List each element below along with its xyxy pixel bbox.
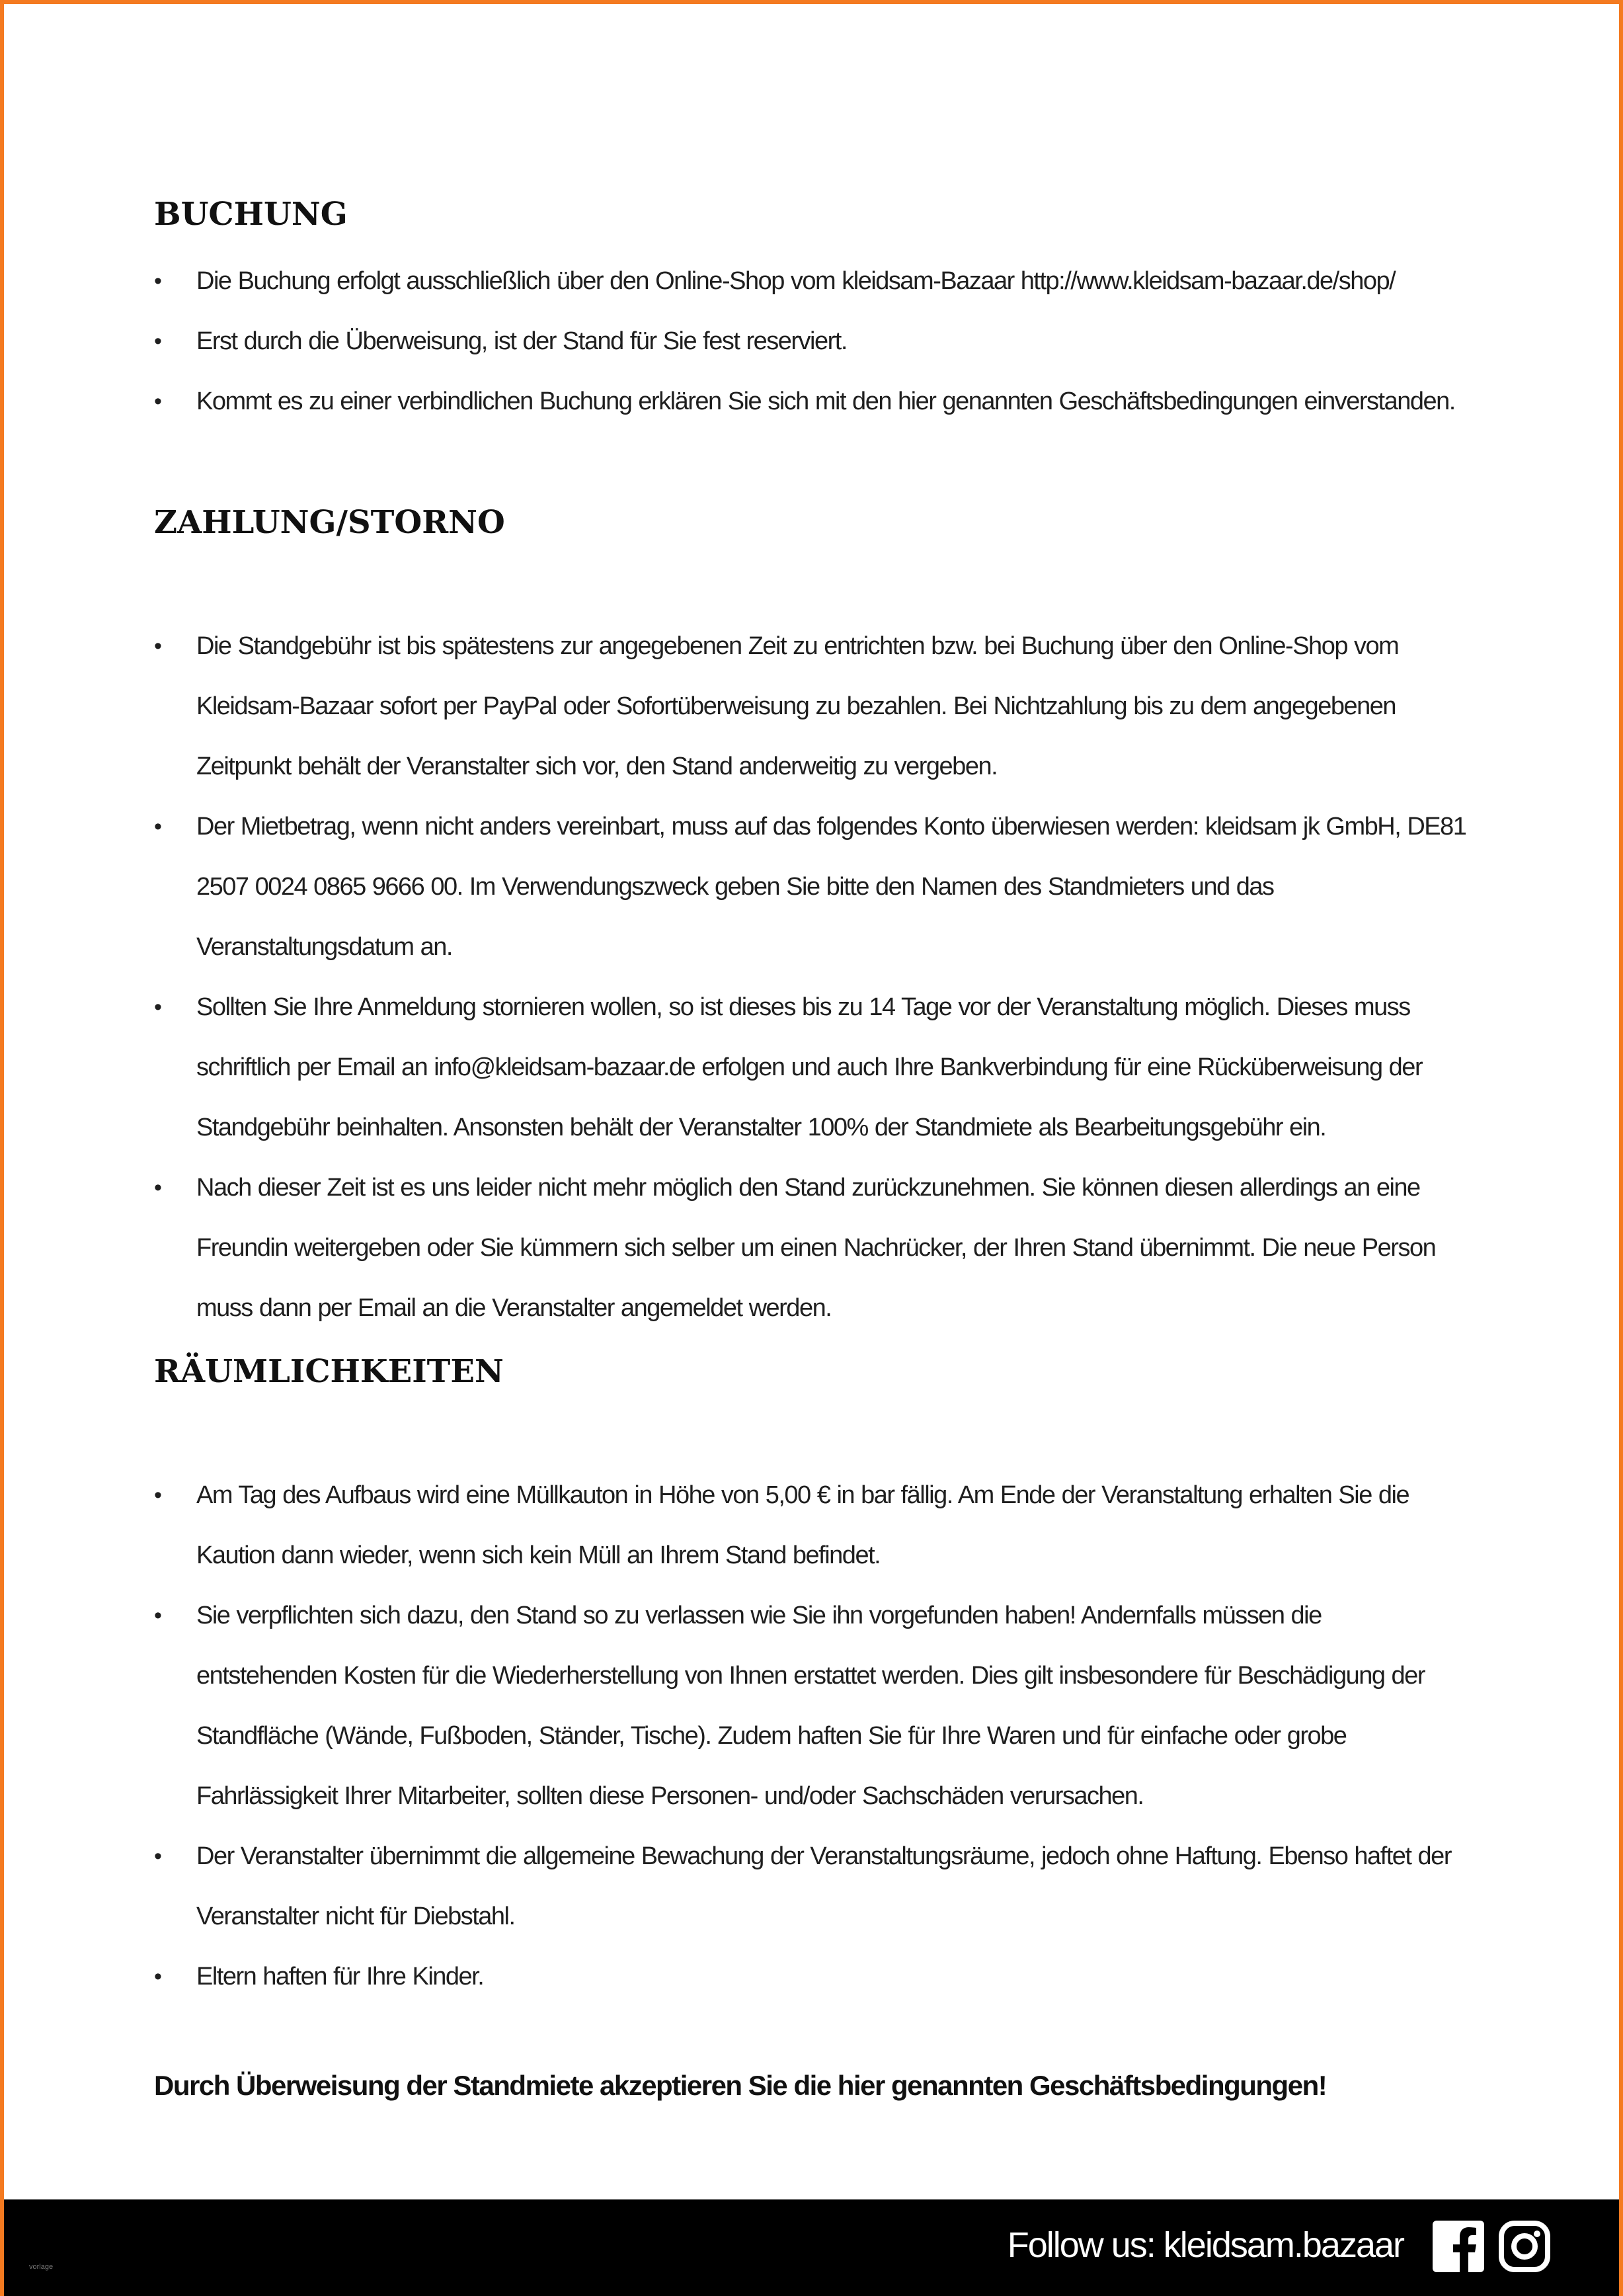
watermark-text: vorlage bbox=[29, 2263, 54, 2271]
list-item: • Die Standgebühr ist bis spätestens zur angegebenen Zeit zu entrichten bzw. bei Buchung über den Online-Shop vom Kleidsam-Bazaar sofort per PayPal oder Sofortüberweisung zu bezahlen. Bei Nichtzahlung bis zu dem angegebenen Zeitpunkt behält der Veranstalter sich vor, den Stand anderweitig zu vergeben. bbox=[154, 616, 1470, 797]
section-list-buchung bbox=[154, 251, 1476, 432]
section-list-raeumlichkeiten bbox=[154, 1465, 1463, 2007]
list-item: • Erst durch die Überweisung, ist der Stand für Sie fest reserviert. bbox=[154, 311, 1476, 372]
closing-statement: Durch Überweisung der Standmiete akzeptieren Sie die hier genannten Geschäftsbedingungen! bbox=[154, 2070, 1327, 2101]
list-item: • Am Tag des Aufbaus wird eine Müllkauton in Höhe von 5,00 € in bar fällig. Am Ende der Veranstaltung erhalten Sie die Kaution dann wieder, wenn sich kein Müll an Ihrem Stand befindet. bbox=[154, 1465, 1463, 1586]
list-item: • Der Mietbetrag, wenn nicht anders vereinbart, muss auf das folgendes Konto überwiesen werden: kleidsam jk GmbH, DE81 2507 0024 0865 9666 00. Im Verwendungszweck geben Sie bitte den Namen des Standmieters und das Veranstaltungsdatum an. bbox=[154, 797, 1470, 977]
list-item: • Kommt es zu einer verbindlichen Buchung erklären Sie sich mit den hier genannten Geschäftsbedingungen einverstanden. bbox=[154, 372, 1476, 432]
section-heading-raeumlichkeiten: RÄUMLICHKEITEN bbox=[154, 1353, 504, 1390]
list-item: • Nach dieser Zeit ist es uns leider nicht mehr möglich den Stand zurückzunehmen. Sie können diesen allerdings an eine Freundin weitergeben oder Sie kümmern sich selber um einen Nachrücker, der Ihren Stand übernimmt. Die neue Person muss dann per Email an die Veranstalter angemeldet werden. bbox=[154, 1158, 1470, 1338]
list-item: • Eltern haften für Ihre Kinder. bbox=[154, 1947, 1463, 2007]
list-item: • Sollten Sie Ihre Anmeldung stornieren wollen, so ist dieses bis zu 14 Tage vor der Veranstaltung möglich. Dieses muss schriftlich per Email an info@kleidsam-bazaar.de erfolgen und auch Ihre Bankverbindung für eine Rücküberweisung der Standgebühr beinhalten. Ansonsten behält der Veranstalter 100% der Standmiete als Bearbeitungsgebühr ein. bbox=[154, 977, 1470, 1158]
instagram-icon[interactable] bbox=[1499, 2221, 1550, 2272]
footer-bar bbox=[0, 2199, 1623, 2296]
list-item: • Sie verpflichten sich dazu, den Stand so zu verlassen wie Sie ihn vorgefunden haben! Andernfalls müssen die entstehenden Kosten für die Wiederherstellung von Ihnen erstattet werden. Dies gilt insbesondere für Beschädigung der Standfläche (Wände, Fußboden, Ständer, Tische). Zudem haften Sie für Ihre Waren und für einfache oder grobe Fahrlässigkeit Ihrer Mitarbeiter, sollten diese Personen- und/oder Sachschäden verursachen. bbox=[154, 1586, 1463, 1826]
facebook-icon[interactable] bbox=[1433, 2221, 1484, 2272]
section-heading-buchung: BUCHUNG bbox=[154, 196, 348, 233]
list-item: • Die Buchung erfolgt ausschließlich über den Online-Shop vom kleidsam-Bazaar http://www.kleidsam-bazaar.de/shop/ bbox=[154, 251, 1476, 311]
list-item: • Der Veranstalter übernimmt die allgemeine Bewachung der Veranstaltungsräume, jedoch ohne Haftung. Ebenso haftet der Veranstalter nicht für Diebstahl. bbox=[154, 1826, 1463, 1947]
section-list-zahlung-storno bbox=[154, 616, 1470, 1338]
section-heading-zahlung-storno: ZAHLUNG/STORNO bbox=[154, 504, 505, 541]
follow-us-text: Follow us: kleidsam.bazaar bbox=[1007, 2225, 1404, 2265]
